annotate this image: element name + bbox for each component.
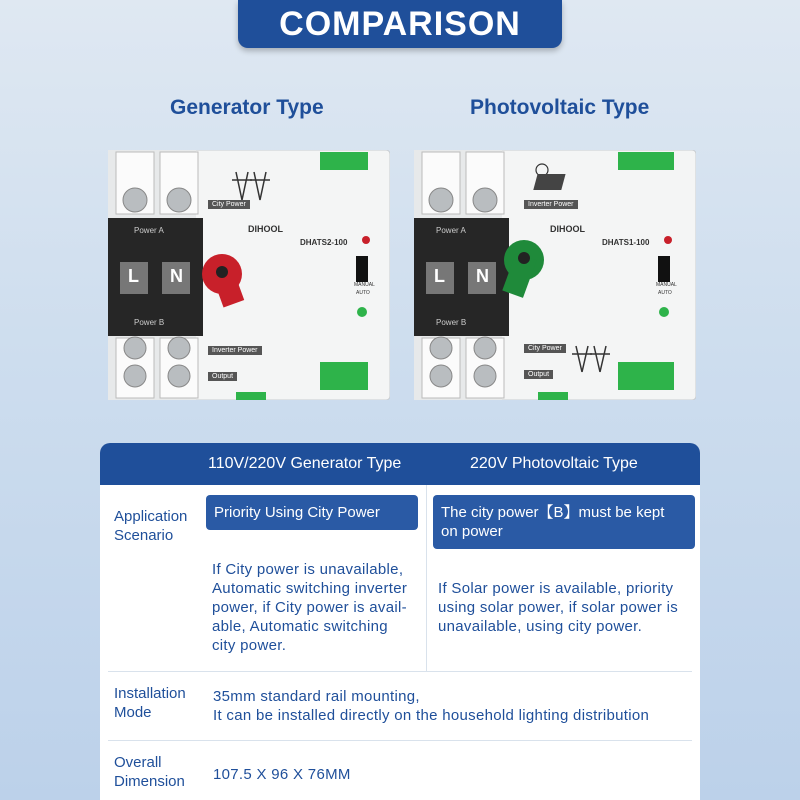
l-terminal-label: L xyxy=(128,266,139,286)
n-terminal-label: N xyxy=(170,266,183,286)
power-b-label: Power B xyxy=(134,318,165,327)
power-b-label: Power B xyxy=(436,318,467,327)
power-a-label: Power A xyxy=(436,226,466,235)
col1-header: 110V/220V Generator Type xyxy=(208,455,402,472)
auto-label: AUTO xyxy=(658,290,672,296)
manual-label: MANUAL xyxy=(354,282,375,288)
power-a-label: Power A xyxy=(134,226,164,235)
photovoltaic-scenario-text: If Solar power is available, priority using solar power, if solar power is unavailable, using city power. xyxy=(438,580,679,635)
n-terminal-label: N xyxy=(476,266,489,286)
generator-scenario-text: If City power is unavailable, Automatic switching inverter power, if City power is avail- able, Automatic switching city power. xyxy=(212,561,408,654)
brand-logo: DIHOOL xyxy=(248,224,283,234)
column-divider xyxy=(426,485,427,671)
photovoltaic-type-title: Photovoltaic Type xyxy=(470,96,650,119)
generator-ats-device xyxy=(108,150,390,400)
table-header xyxy=(100,443,700,485)
row-divider xyxy=(108,740,692,741)
label-b: Inverter Power xyxy=(208,346,262,355)
col2-header: 220V Photovoltaic Type xyxy=(470,455,638,472)
installation-mode-label: Installation Mode xyxy=(114,685,186,721)
priority-city-power-pill: Priority Using City Power xyxy=(206,495,418,530)
brand-logo: DIHOOL xyxy=(550,224,585,234)
photovoltaic-ats-device xyxy=(414,150,696,400)
label-a: City Power xyxy=(208,200,250,209)
auto-label: AUTO xyxy=(356,290,370,296)
photovoltaic-device-illustration xyxy=(414,150,696,400)
manual-label: MANUAL xyxy=(656,282,677,288)
label-c: Output xyxy=(208,372,237,381)
row-divider xyxy=(108,671,692,672)
label-a: Inverter Power xyxy=(524,200,578,209)
label-c: Output xyxy=(524,370,553,379)
city-power-b-pill: The city power【B】must be kept on power xyxy=(433,495,695,549)
comparison-banner xyxy=(238,0,562,48)
model-number: DHATS1-100 xyxy=(602,238,650,247)
l-terminal-label: L xyxy=(434,266,445,286)
label-b: City Power xyxy=(524,344,566,353)
installation-mode-text: 35mm standard rail mounting, It can be installed directly on the household lighting distribution xyxy=(213,688,650,724)
comparison-table xyxy=(100,443,700,800)
generator-type-title: Generator Type xyxy=(170,96,324,119)
overall-dimension-value: 107.5 X 96 X 76MM xyxy=(213,766,351,783)
overall-dimension-label: Overall Dimension xyxy=(114,754,185,790)
application-scenario-label: Application Scenario xyxy=(114,508,188,544)
model-number: DHATS2-100 xyxy=(300,238,348,247)
banner-title: COMPARISON xyxy=(279,4,521,43)
generator-device-illustration xyxy=(108,150,390,400)
